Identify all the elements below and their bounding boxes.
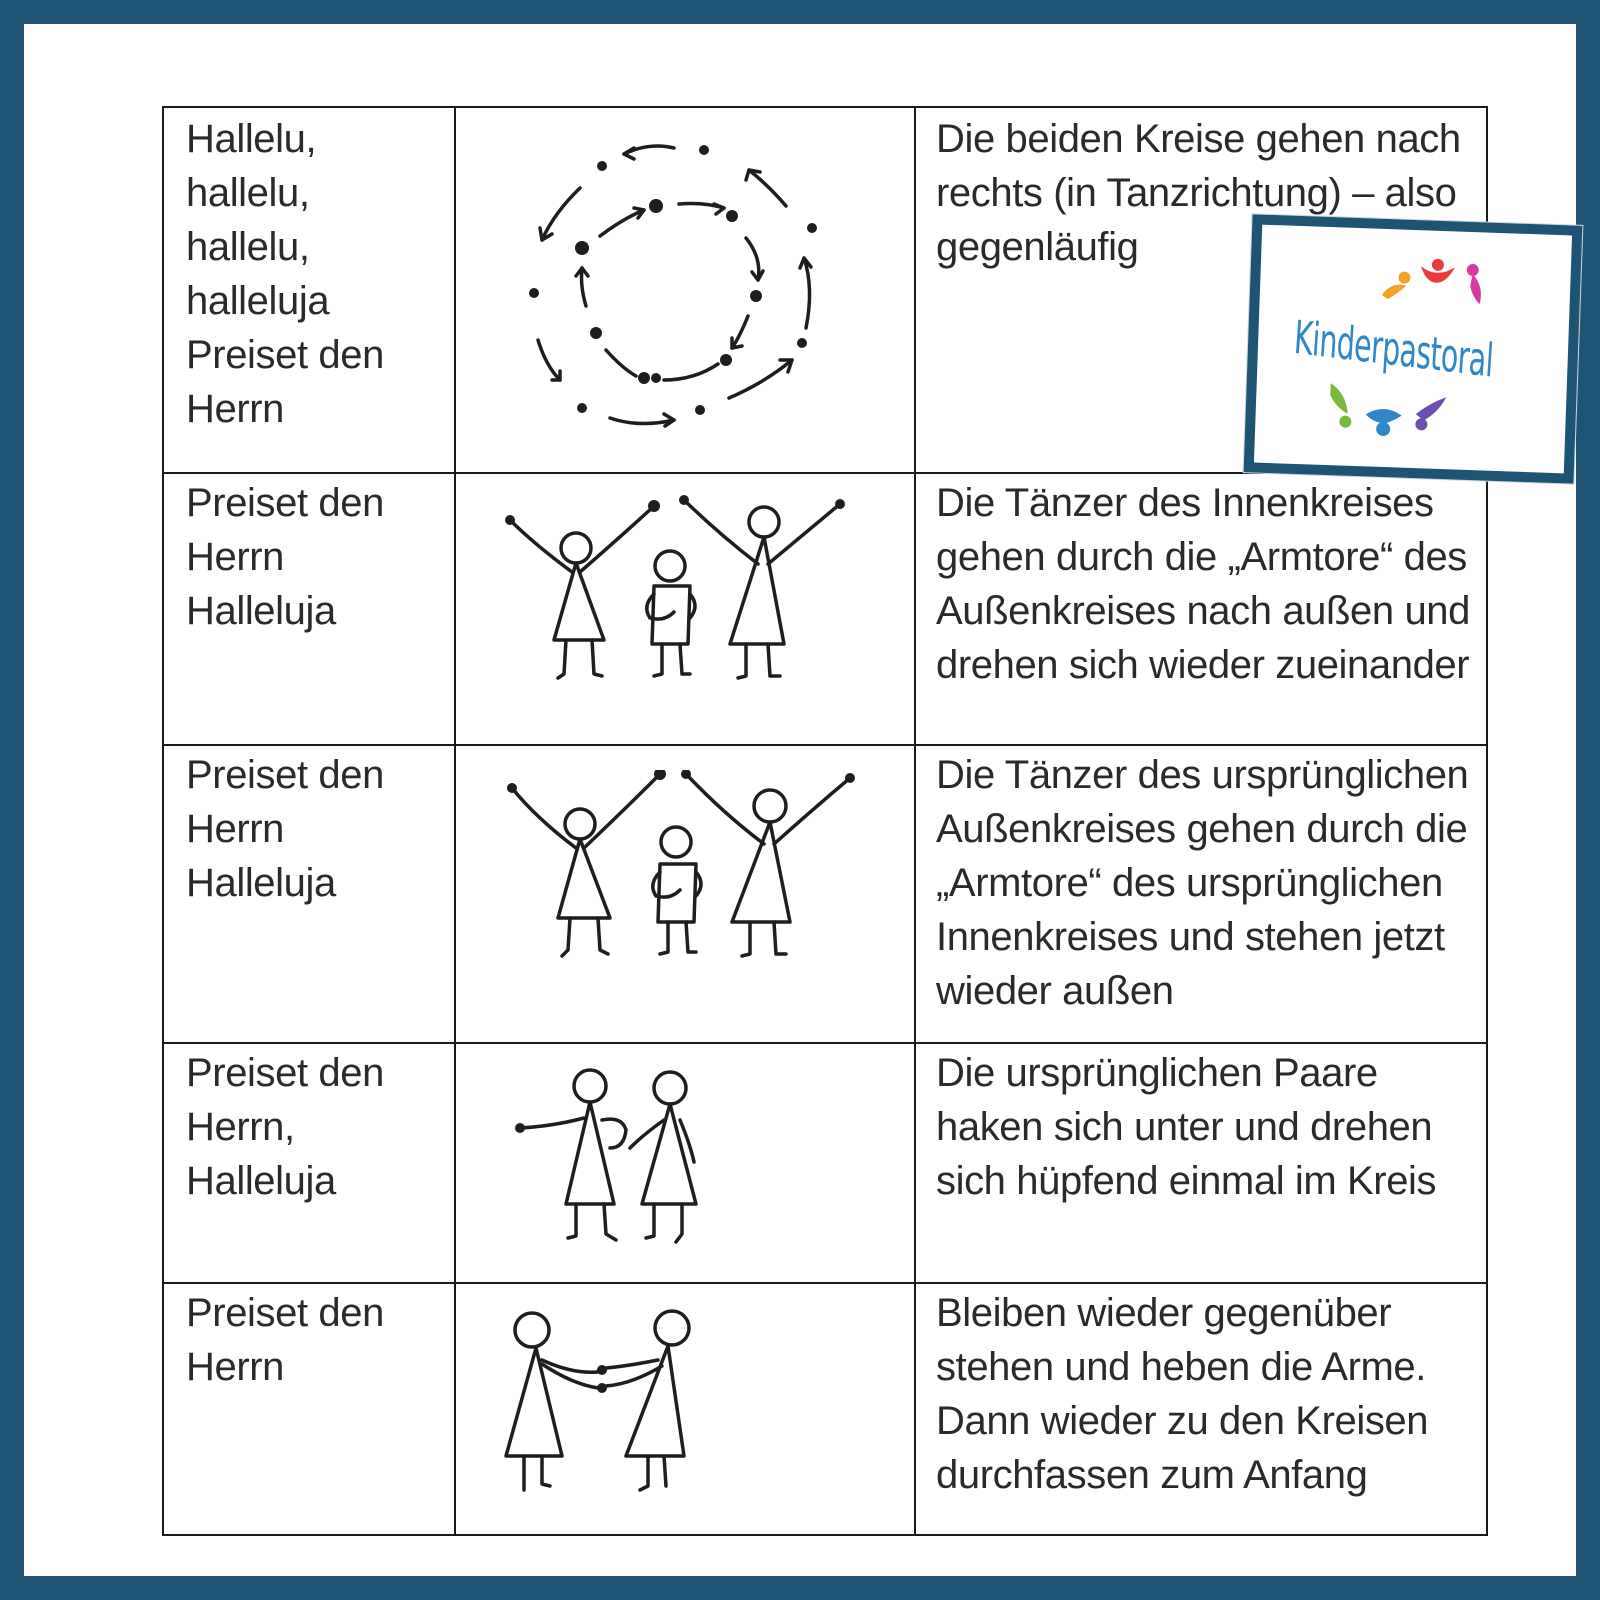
kinderpastoral-figures-logo-bottom (1325, 373, 1477, 448)
pair-holding-hands-icon (502, 1304, 722, 1504)
row-3-instruction (936, 748, 1476, 1018)
instruction-line: Die Tänzer des ursprünglichen (936, 753, 1469, 797)
lyric-line: Herrn (186, 1345, 285, 1389)
lyric-line: Halleluja (186, 861, 336, 905)
lyric-line: hallelu, (186, 225, 310, 269)
lyric-line: Herrn (186, 807, 285, 851)
instruction-line: gegenläufig (936, 225, 1139, 269)
row-divider (164, 744, 1486, 746)
instruction-line: Dann wieder zu den Kreisen (936, 1399, 1429, 1443)
instruction-line: wieder außen (936, 969, 1174, 1013)
lyric-line: hallelu, (186, 171, 310, 215)
instruction-line: Bleiben wieder gegenüber (936, 1291, 1392, 1335)
instruction-line: stehen und heben die Arme. (936, 1345, 1426, 1389)
column-divider (914, 108, 916, 1534)
row-divider (164, 1042, 1486, 1044)
row-3-lyrics (186, 748, 456, 910)
row-4-instruction (936, 1046, 1476, 1208)
lyric-line: Halleluja (186, 589, 336, 633)
instruction-line: sich hüpfend einmal im Kreis (936, 1159, 1437, 1203)
lyric-line: Preiset den (186, 333, 384, 377)
lyric-line: Halleluja (186, 1159, 336, 1203)
row-4-lyrics (186, 1046, 456, 1208)
instruction-line: haken sich unter und drehen (936, 1105, 1433, 1149)
instruction-line: Die beiden Kreise gehen nach (936, 117, 1461, 161)
lyric-line: halleluja (186, 279, 330, 323)
lyric-line: Preiset den (186, 1051, 384, 1095)
instruction-line: drehen sich wieder zueinander (936, 643, 1470, 687)
two-circles-counter-rotating-icon (524, 128, 844, 448)
row-5-instruction (936, 1286, 1476, 1502)
lyric-line: Preiset den (186, 1291, 384, 1335)
lyric-line: Herrn (186, 387, 285, 431)
logo-wordmark: Kinderpastoral (1292, 309, 1495, 388)
row-5-lyrics (186, 1286, 456, 1394)
instruction-line: Innenkreises und stehen jetzt (936, 915, 1445, 959)
row-divider (164, 1282, 1486, 1284)
instruction-line: Die Tänzer des Innenkreises (936, 481, 1434, 525)
lyric-line: Preiset den (186, 481, 384, 525)
instruction-line: gehen durch die „Armtore“ des (936, 535, 1467, 579)
lyric-line: Herrn, (186, 1105, 295, 1149)
instruction-line: rechts (in Tanzrichtung) – also (936, 171, 1457, 215)
pair-arms-hooked-icon (514, 1064, 734, 1254)
instruction-line: Außenkreises nach außen und (936, 589, 1470, 633)
row-1-lyrics (186, 112, 456, 436)
lyric-line: Preiset den (186, 753, 384, 797)
lyric-line: Hallelu, (186, 117, 317, 161)
lyric-line: Herrn (186, 535, 285, 579)
kinderpastoral-figures-logo (1379, 243, 1501, 317)
row-2-lyrics (186, 476, 456, 638)
row-2-instruction (936, 476, 1476, 692)
kinderpastoral-logo-card (1244, 214, 1583, 483)
instruction-line: durchfassen zum Anfang (936, 1453, 1368, 1497)
instruction-line: Außenkreises gehen durch die (936, 807, 1468, 851)
dancers-arm-gate-icon (506, 770, 866, 980)
instruction-line: Die ursprünglichen Paare (936, 1051, 1378, 1095)
dancers-arm-gate-icon (504, 494, 864, 704)
instruction-line: „Armtore“ des ursprünglichen (936, 861, 1443, 905)
